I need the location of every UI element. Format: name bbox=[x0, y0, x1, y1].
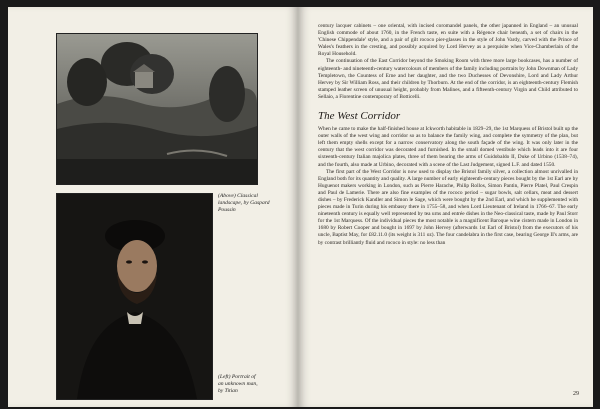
left-page bbox=[8, 7, 298, 407]
portrait-caption: (Left) Portrait of an unknown man, by Titian bbox=[218, 374, 258, 394]
page-number: 29 bbox=[573, 391, 579, 397]
section-heading: The West Corridor bbox=[318, 110, 401, 123]
right-page bbox=[298, 7, 593, 407]
landscape-caption: (Above) Classical landscape, by Gaspard Poussin bbox=[218, 193, 270, 213]
paragraph: When he came to make the half-finished house at Ickworth habitable in 1829–29, the 1st Marquess of Bristol built up the outer walls of the west wing and corridor so as to balance the family wing, and complete the symmetry of the plan, but left them empty shells except for a narrow conservatory along the south façade of the wing. It was only later in the century that the west corridor was decorated and furnished. In the small domed vestibule which leads into it are four sixteenth-century Italian majolica plates, three of them bearing the arms of Guidobaldo II, Duke of Urbino (1538–74), and the fourth, also made at Urbino, decorated with a scene of the Last Judgement, signed L.F. and dated 1550. bbox=[318, 126, 578, 168]
paragraph: The first part of the West Corridor is now used to display the Bristol family silver, a collection almost unrivalled in England both for its quantity and quality. A large number of early eighteenth-century pieces bought by the 1st Earl are by Huguenot makers working in London, such as Pierre Harache, Philip Rollos, Simon Pantin, Pierre Platel, Paul Crespin and Paul de Lamerie. There are also fine examples of the rococo period – sugar bowls, salt cellars, meat and dessert dishes – by Frederick Kandler and Simon le Sage, which were bought by the 2nd Earl, and which he supplemented with pieces made in Turin during his embassy there in 1755–58, and when Lord Lieutenant of Ireland in 1766–67. The early nineteenth century is equally well represented by tea urns and entrée dishes in the Neo-classical taste, made by Paul Storr for the 1st Marquess. Of the individual pieces the most notable is a magnificent Baroque wine cistern made in London in 1680 by Robert Cooper and bought in 1697 by John Hervey (afterwards 1st Earl of Bristol) from the executors of his uncle, Baptist May, for £82.11.0 (its weight is 311 oz). The four candelabra in the first case, bearing George II's arms, are by contrast brilliantly fluid and rococo in style: no less than bbox=[318, 168, 578, 246]
paragraph: The continuation of the East Corridor beyond the Smoking Room with three more large bookcases, has a number of eighteenth- and nineteenth-century watercolours of members of the family including portraits by John Downman of Lady Templetown, the Countess of Erne and her daughter, and the two Duchesses of Devonshire, Lord and Lady Arthur Hervey by Sir William Ross, and their children by Thorburn. At the end of the corridor, is an eighteenth-century Flemish stamped leather screen of unusual height, probably from Malines, and a fifteenth-century Virgin and Child attributed to Sellaio, a Florentine contemporary of Botticelli. bbox=[318, 58, 578, 100]
paragraph: century lacquer cabinets – one oriental, with incised coromandel panels, the other japanned in England – an unusual English commode of about 1760, in the French taste, en suite with a Régence chair beneath, a set of chairs in the 'Chinese Chippendale' style, and a pair of gilt rococo pier-glasses in the style of John Vardy, carved with the Prince of Wales's feathers in the cresting, and possibly acquired by Lord Hervey as a perquisite when Vice-Chamberlain of the Royal Household. bbox=[318, 23, 578, 58]
body-text-column bbox=[318, 23, 578, 247]
portrait-painting-image bbox=[56, 193, 213, 400]
landscape-painting-image bbox=[56, 33, 258, 185]
